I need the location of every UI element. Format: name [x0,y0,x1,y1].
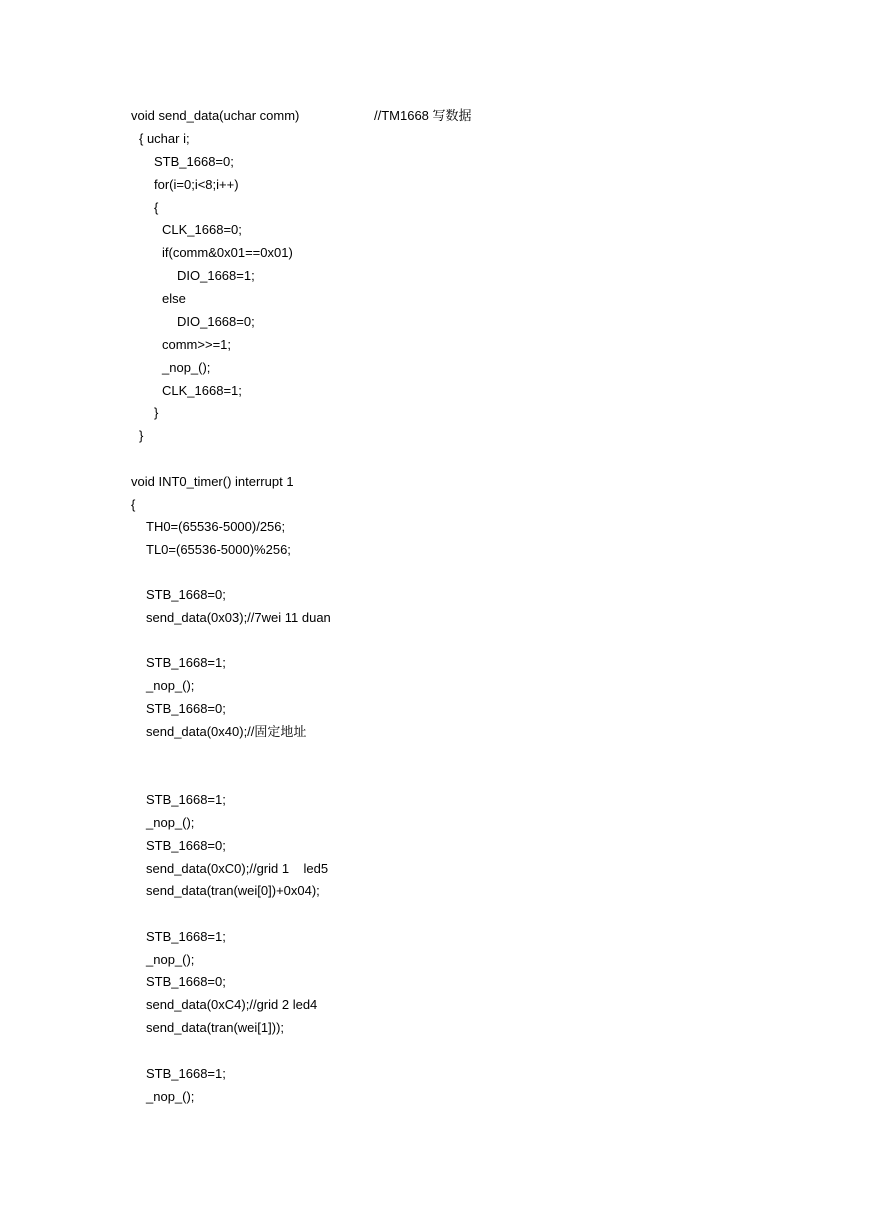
code-line: STB_1668=1; [146,929,226,944]
code-line: else [162,291,186,306]
code-line: _nop_(); [162,360,211,375]
code-line: send_data(tran(wei[1])); [146,1020,285,1035]
code-line: STB_1668=1; [146,1066,226,1081]
code-line: _nop_(); [146,678,195,693]
code-line: _nop_(); [146,1089,195,1104]
code-line: STB_1668=0; [146,838,226,853]
code-line: _nop_(); [146,815,195,830]
code-line: STB_1668=1; [146,655,226,670]
code-line: { [131,497,136,512]
code-line: { uchar i; [139,131,190,146]
code-line: STB_1668=0; [154,154,234,169]
code-line: void INT0_timer() interrupt 1 [131,474,294,489]
code-line: { [154,200,159,215]
code-line: CLK_1668=1; [162,383,242,398]
code-line: STB_1668=0; [146,587,226,602]
code-line: send_data(tran(wei[0])+0x04); [146,883,320,898]
code-line: TL0=(65536-5000)%256; [146,542,291,557]
code-line: send_data(0x03);//7wei 11 duan [146,610,331,625]
code-line: send_data(0xC4);//grid 2 led4 [146,997,318,1012]
code-line: _nop_(); [146,952,195,967]
code-line: STB_1668=0; [146,701,226,716]
code-line: STB_1668=0; [146,974,226,989]
code-line: void send_data(uchar comm) [131,108,300,123]
code-line: send_data(0x40);//固定地址 [146,724,307,739]
code-line: DIO_1668=1; [177,268,255,283]
code-line: TH0=(65536-5000)/256; [146,519,286,534]
code-line: CLK_1668=0; [162,222,242,237]
code-line: DIO_1668=0; [177,314,255,329]
code-line: for(i=0;i<8;i++) [154,177,239,192]
code-line: STB_1668=1; [146,792,226,807]
code-line: if(comm&0x01==0x01) [162,245,293,260]
code-line: } [139,428,144,443]
code-comment: //TM1668 写数据 [374,108,472,123]
code-line: comm>>=1; [162,337,232,352]
code-line: } [154,405,159,420]
code-line: send_data(0xC0);//grid 1 led5 [146,861,329,876]
